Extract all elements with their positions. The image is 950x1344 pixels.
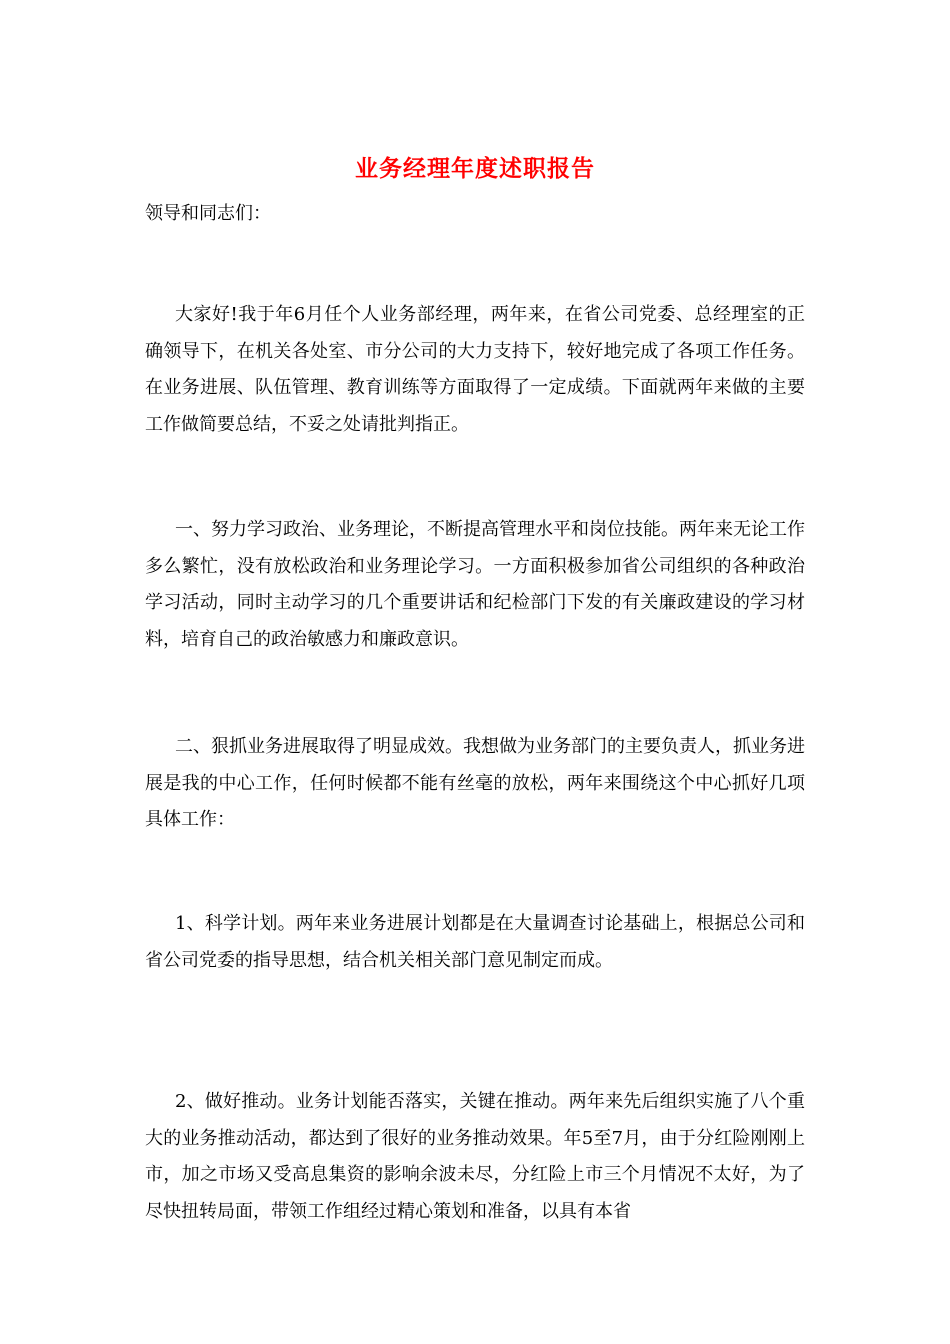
paragraph-item-2: 2、做好推动。业务计划能否落实，关键在推动。两年来先后组织实施了八个重大的业务推动活动，都达到了很好的业务推动效果。年5至7月，由于分红险刚刚上市，加之市场又受高息集资的影响余波未尽，分红险上市三个月情况不太好，为了尽快扭转局面，带领工作组经过精心策划和准备，以具有本省: [145, 1091, 805, 1222]
paragraph-section-1: 一、努力学习政治、业务理论，不断提高管理水平和岗位技能。两年来无论工作多么繁忙，没有放松政治和业务理论学习。一方面积极参加省公司组织的各种政治学习活动，同时主动学习的几个重要讲话和纪检部门下发的有关廉政建设的学习材料，培育自己的政治敏感力和廉政意识。: [145, 519, 805, 650]
paragraph-section-2: 二、狠抓业务进展取得了明显成效。我想做为业务部门的主要负责人，抓业务进展是我的中心工作，任何时候都不能有丝毫的放松，两年来围绕这个中心抓好几项具体工作：: [145, 736, 805, 830]
salutation: 领导和同志们：: [145, 203, 271, 224]
document-title: 业务经理年度述职报告: [355, 155, 595, 182]
paragraph-item-1: 1、科学计划。两年来业务进展计划都是在大量调查讨论基础上，根据总公司和省公司党委的指导思想，结合机关相关部门意见制定而成。: [145, 913, 805, 971]
paragraph-intro: 大家好!我于年6月任个人业务部经理，两年来，在省公司党委、总经理室的正确领导下，在机关各处室、市分公司的大力支持下，较好地完成了各项工作任务。在业务进展、队伍管理、教育训练等方面取得了一定成绩。下面就两年来做的主要工作做简要总结，不妥之处请批判指正。: [145, 304, 805, 435]
